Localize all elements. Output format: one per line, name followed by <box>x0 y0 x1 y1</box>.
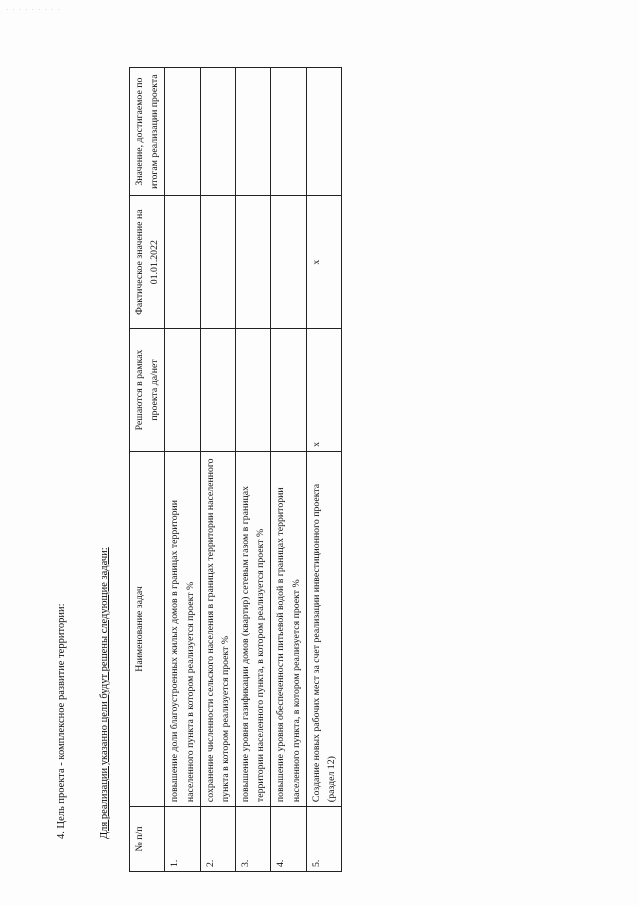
row-name: повышение доли благоустроенных жилых домов в границах территории населенного пункта в котором реализуется проект % <box>165 451 200 806</box>
header-value: Значение, достигаемое по итогам реализации проекта <box>130 68 165 196</box>
table-header-row <box>130 68 165 872</box>
row-fact: x <box>306 196 341 329</box>
row-num: 5. <box>306 807 341 872</box>
row-fact <box>236 196 271 329</box>
row-fact <box>200 196 235 329</box>
row-num: 4. <box>271 807 306 872</box>
section-heading: 4. Цель проекта - комплексное развитие территории: <box>56 603 67 839</box>
tasks-table <box>129 67 342 872</box>
row-solved: x <box>306 329 341 452</box>
row-num: 1. <box>165 807 200 872</box>
table-row <box>271 68 306 872</box>
header-fact: Фактическое значение на 01.01.2022 <box>130 196 165 329</box>
row-name: повышение уровня обеспеченности питьевой водой в границах территории населенного пункта, в котором реализуется проект % <box>271 451 306 806</box>
header-num: № п/п <box>130 807 165 872</box>
table-row <box>306 68 341 872</box>
header-solved: Решаются в рамках проекта да/нет <box>130 329 165 452</box>
row-solved <box>200 329 235 452</box>
header-name: Наименование задач <box>130 451 165 806</box>
row-name: повышение уровня газификации домов (квартир) сетевым газом в границах территории населенного пункта, в котором реализуется проект % <box>236 451 271 806</box>
row-name: сохранение численности сельского населения в границах территории населенного пункта в котором реализуется проект % <box>200 451 235 806</box>
intro-text: Для реализации указанно цели будут решены следующие задачи: <box>99 547 110 839</box>
row-name: Создание новых рабочих мест за счет реализации инвестиционного проекта (раздел 12) <box>306 451 341 806</box>
row-value <box>165 68 200 196</box>
row-fact <box>271 196 306 329</box>
row-value <box>200 68 235 196</box>
row-solved <box>271 329 306 452</box>
table-row <box>236 68 271 872</box>
row-value <box>271 68 306 196</box>
row-fact <box>165 196 200 329</box>
row-num: 3. <box>236 807 271 872</box>
row-solved <box>236 329 271 452</box>
scan-artifact: · · · · · · · · · <box>6 6 61 14</box>
table-row <box>200 68 235 872</box>
table-row <box>165 68 200 872</box>
row-solved <box>165 329 200 452</box>
row-num: 2. <box>200 807 235 872</box>
row-value <box>306 68 341 196</box>
row-value <box>236 68 271 196</box>
